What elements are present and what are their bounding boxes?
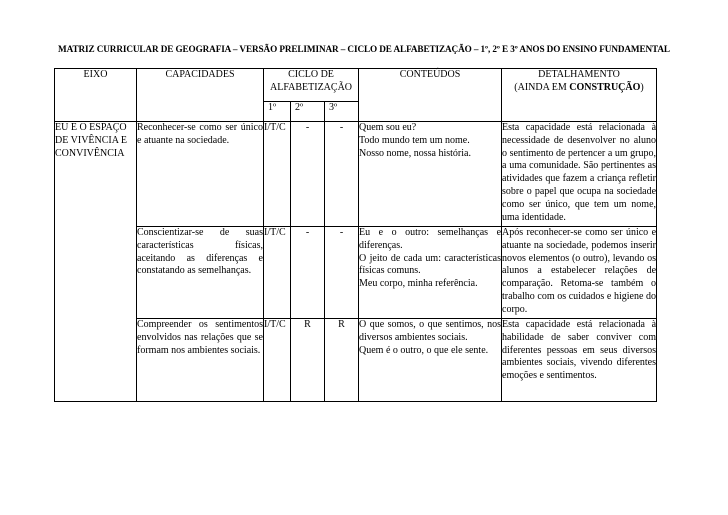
conteudo-item: O que somos, o que sentimos, nos diversos ambientes sociais.: [359, 319, 502, 343]
document-title: MATRIZ CURRICULAR DE GEOGRAFIA – VERSÃO PRELIMINAR – CICLO DE ALFABETIZAÇÃO – 1º, 2º E 3º ANOS DO ENSINO FUNDAMENTAL: [58, 44, 670, 54]
capacidade-cell: Compreender os sentimentos envolvidos nas relações que se formam nos ambientes sociais.: [137, 319, 264, 402]
header-row: [55, 69, 657, 102]
ano-2-cell: R: [291, 319, 325, 402]
conteudo-item: Todo mundo tem um nome.: [359, 134, 470, 146]
header-ano-3: 3º: [325, 102, 359, 122]
ano-3-cell: -: [325, 227, 359, 319]
ano-3-cell: -: [325, 122, 359, 227]
header-detalhamento-line1: DETALHAMENTO: [538, 69, 620, 80]
conteudo-item: Eu e o outro: semelhanças e diferenças.: [359, 227, 502, 251]
header-ciclo-line2: ALFABETIZAÇÃO: [269, 81, 353, 93]
table-row: [55, 227, 657, 319]
capacidade-cell: Reconhecer-se como ser único e atuante na sociedade.: [137, 122, 264, 227]
header-ciclo: [264, 69, 359, 102]
header-conteudos: CONTEÚDOS: [359, 69, 502, 122]
ano-1-cell: I/T/C: [264, 227, 291, 319]
header-ano-2: 2º: [291, 102, 325, 122]
ano-2-cell: -: [291, 227, 325, 319]
conteudos-cell: [359, 319, 502, 402]
eixo-cell: [55, 122, 137, 402]
header-capacidades: CAPACIDADES: [137, 69, 264, 122]
conteudos-cell: [359, 227, 502, 319]
conteudo-item: Nosso nome, nossa história.: [359, 147, 471, 159]
table-row: [55, 319, 657, 402]
header-detalhamento-line2: (AINDA EM CONSTRUÇÃO): [514, 81, 644, 93]
header-ciclo-line1: CICLO DE: [288, 69, 334, 80]
capacidade-cell: Conscientizar-se de suas características físicas, aceitando as diferenças e constatando as semelhanças.: [137, 227, 264, 319]
ano-1-cell: I/T/C: [264, 122, 291, 227]
eixo-line2: DE VIVÊNCIA E: [55, 134, 128, 146]
header-eixo: EIXO: [55, 69, 137, 122]
conteudos-cell: [359, 122, 502, 227]
conteudo-item: Quem sou eu?: [359, 122, 417, 133]
header-detalhamento: [502, 69, 657, 122]
eixo-line3: CONVIVÊNCIA: [55, 147, 125, 159]
detalhamento-cell: Após reconhecer-se como ser único e atuante na sociedade, podemos inserir novos elementos (o outro), levando os alunos a estabelecer relações de comparação. Retoma-se também o trabalho com os cuidados e higiene do corpo.: [502, 227, 657, 319]
eixo-line1: EU E O ESPAÇO: [55, 122, 127, 133]
curriculum-matrix-table: [54, 68, 657, 402]
detalhamento-cell: Esta capacidade está relacionada à necessidade de desenvolver no aluno o sentimento de pertencer a um grupo, a uma comunidade. São pertinentes as atividades que fazem a criança refletir sobre o papel que ocupa na sociedade como ser único, que tem um nome, uma identidade.: [502, 122, 657, 227]
header-ano-1: 1º: [264, 102, 291, 122]
table-row: [55, 122, 657, 227]
conteudo-item: O jeito de cada um: características físicas comuns.: [359, 252, 502, 277]
ano-3-cell: R: [325, 319, 359, 402]
conteudo-item: Meu corpo, minha referência.: [359, 278, 478, 290]
ano-2-cell: -: [291, 122, 325, 227]
conteudo-item: Quem é o outro, o que ele sente.: [359, 344, 489, 356]
ano-1-cell: I/T/C: [264, 319, 291, 402]
detalhamento-cell: Esta capacidade está relacionada à habilidade de saber conviver com diferentes pessoas em seus diversos ambientes sociais, vivendo diferentes emoções e sentimentos.: [502, 319, 657, 402]
